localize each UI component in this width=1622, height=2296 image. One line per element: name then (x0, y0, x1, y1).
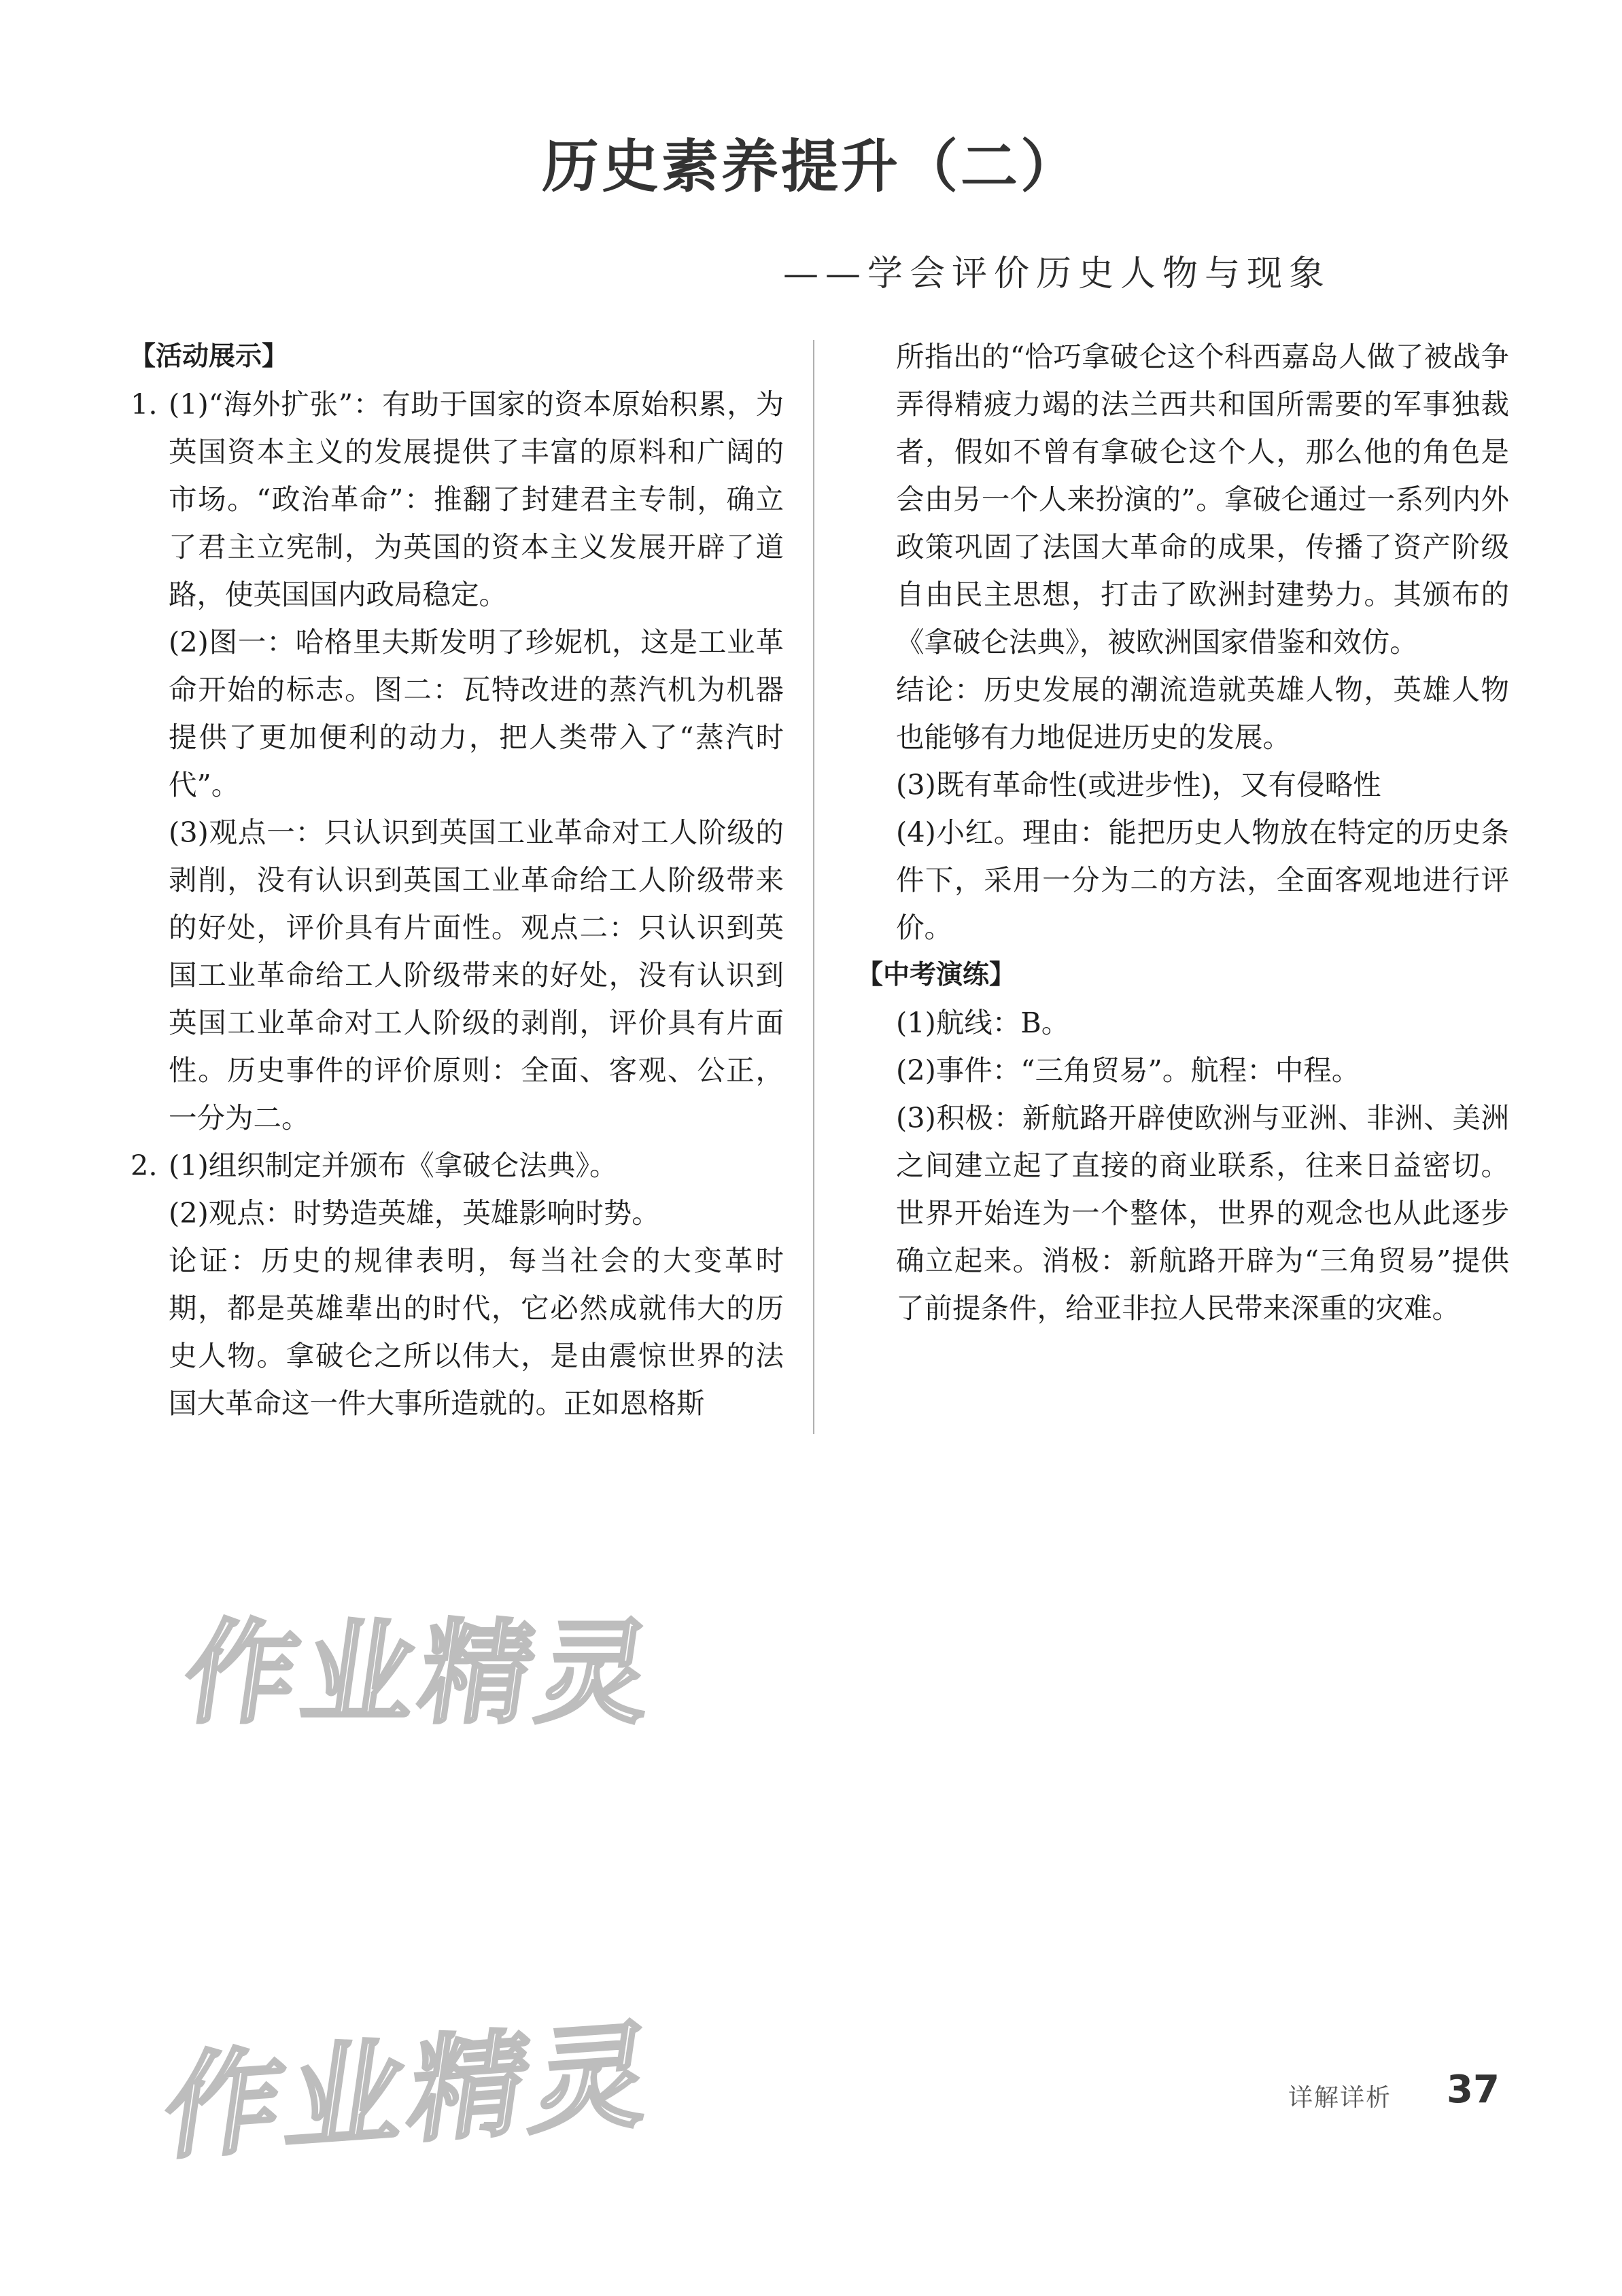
answer-paragraph: (2)事件：“三角贸易”。航程：中程。 (896, 1054, 1360, 1087)
watermark: 作业精灵 (156, 2008, 666, 2176)
answer-paragraph: (2)图一：哈格里夫斯发明了珍妮机，这是工业革命开始的标志。图二：瓦特改进的蒸汽机为机器提供了更加便利的动力，把人类带入了“蒸汽时代”。 (169, 625, 784, 801)
answer-paragraph: (2)观点：时势造英雄，英雄影响时势。 (169, 1196, 660, 1230)
question-1 (121, 381, 784, 1142)
answer-paragraph: (1)组织制定并颁布《拿破仑法典》。 (169, 1149, 618, 1182)
question-number: 1. (131, 387, 158, 421)
answer-paragraph: (3)观点一：只认识到英国工业革命对工人阶级的剥削，没有认识到英国工业革命给工人阶级带来的好处，评价具有片面性。观点二：只认识到英国工业革命给工人阶级带来的好处，没有认识到英国工业革命对工人阶级的剥削，评价具有片面性。历史事件的评价原则：全面、客观、公正，一分为二。 (169, 816, 784, 1134)
page-title: 历史素养提升（二） (541, 133, 1080, 200)
right-column (848, 333, 1509, 1332)
watermark: 作业精灵 (176, 1608, 666, 1739)
page-subtitle: ——学会评价历史人物与现象 (782, 254, 1331, 294)
left-column (121, 333, 784, 1427)
answer-paragraph: (4)小红。理由：能把历史人物放在特定的历史条件下，采用一分为二的方法，全面客观地进行评价。 (896, 816, 1509, 944)
answer-paragraph: (1)航线：B。 (896, 1006, 1070, 1039)
section-heading-activity: 【活动展示】 (129, 341, 289, 372)
section-heading-exam: 【中考演练】 (857, 960, 1016, 990)
question-2 (121, 1142, 784, 1427)
answer-paragraph: (3)积极：新航路开辟使欧洲与亚洲、非洲、美洲之间建立起了直接的商业联系，往来日益密切。世界开始连为一个整体，世界的观念也从此逐步确立起来。消极：新航路开辟为“三角贸易”提供了前提条件，给亚非拉人民带来深重的灾难。 (896, 1101, 1509, 1325)
answer-paragraph: 结论：历史发展的潮流造就英雄人物，英雄人物也能够有力地促进历史的发展。 (896, 673, 1509, 754)
answer-paragraph: 所指出的“恰巧拿破仑这个科西嘉岛人做了被战争弄得精疲力竭的法兰西共和国所需要的军事独裁者，假如不曾有拿破仑这个人，那么他的角色是会由另一个人来扮演的”。拿破仑通过一系列内外政策巩固了法国大革命的成果，传播了资产阶级自由民主思想，打击了欧洲封建势力。其颁布的《拿破仑法典》，被欧洲国家借鉴和效仿。 (896, 340, 1509, 659)
answer-paragraph: 论证：历史的规律表明，每当社会的大变革时期，都是英雄辈出的时代，它必然成就伟大的历史人物。拿破仑之所以伟大，是由震惊世界的法国大革命这一件大事所造就的。正如恩格斯 (169, 1244, 784, 1420)
column-divider (813, 340, 814, 1434)
answer-paragraph: (1)“海外扩张”：有助于国家的资本原始积累，为英国资本主义的发展提供了丰富的原料和广阔的市场。“政治革命”：推翻了封建君主专制，确立了君主立宪制，为英国的资本主义发展开辟了道路，使英国国内政局稳定。 (169, 387, 784, 611)
page-number: 37 (1447, 2068, 1500, 2112)
footer-label: 详解详析 (1288, 2084, 1392, 2112)
question-number: 2. (131, 1149, 158, 1182)
answer-paragraph: (3)既有革命性(或进步性)，又有侵略性 (896, 768, 1381, 801)
